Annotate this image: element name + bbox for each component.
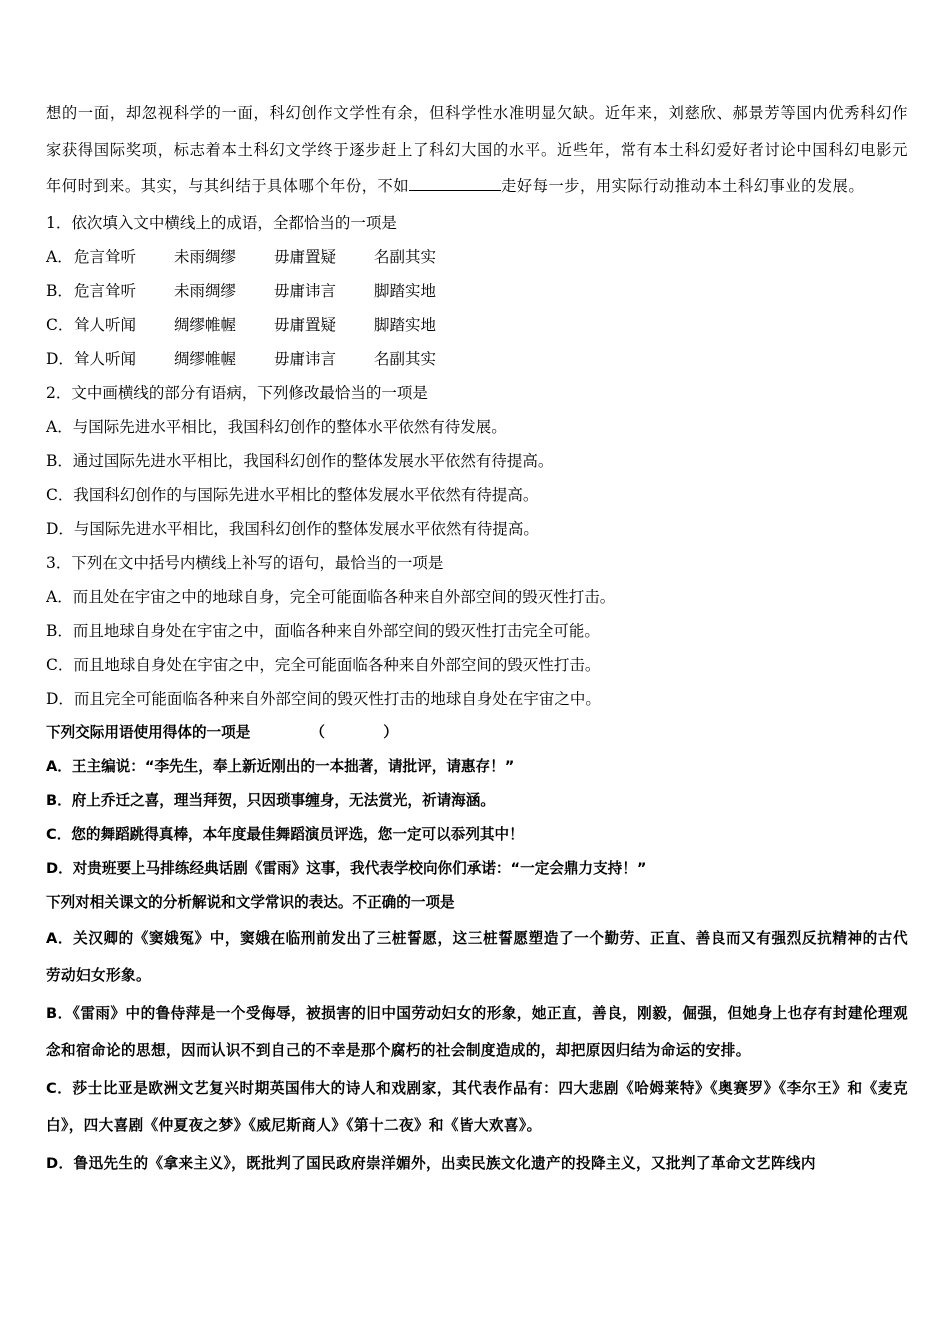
- q4-stem-text: 下列交际用语使用得体的一项是: [46, 723, 251, 741]
- q4-option-b: B．府上乔迁之喜，理当拜贺，只因琐事缠身，无法赏光，祈请海涵。: [46, 791, 495, 809]
- q3-option-a: A．而且处在宇宙之中的地球自身，完全可能面临各种来自外部空间的毁灭性打击。: [46, 587, 616, 606]
- document-page: [46, 95, 908, 1182]
- q4-option-c: C．您的舞蹈跳得真棒，本年度最佳舞蹈演员评选，您一定可以忝列其中！: [46, 825, 524, 843]
- q1-option-c: C．耸人听闻 绸缪帷幄 毋庸置疑 脚踏实地: [46, 315, 437, 334]
- q1-options: [46, 240, 908, 376]
- q4-answer-paren: （ ）: [310, 723, 398, 741]
- q3-stem: 3．下列在文中括号内横线上补写的语句，最恰当的一项是: [46, 553, 444, 572]
- q5-option-d: D．鲁迅先生的《拿来主义》，既批判了国民政府崇洋媚外，出卖民族文化遗产的投降主义，又批判了革命文艺阵线内: [46, 1154, 816, 1172]
- q1-option-b: B．危言耸听 未雨绸缪 毋庸讳言 脚踏实地: [46, 281, 437, 300]
- q3-option-c: C．而且地球自身处在宇宙之中，完全可能面临各种来自外部空间的毁灭性打击。: [46, 655, 601, 674]
- q1-stem: 1．依次填入文中横线上的成语，全都恰当的一项是: [46, 213, 397, 232]
- fill-in-blank: [409, 176, 501, 191]
- q1-option-a: A．危言耸听 未雨绸缪 毋庸置疑 名副其实: [46, 247, 437, 266]
- q5-stem: 下列对相关课文的分析解说和文学常识的表达。不正确的一项是: [46, 893, 455, 911]
- q3-option-d: D．而且完全可能面临各种来自外部空间的毁灭性打击的地球自身处在宇宙之中。: [46, 689, 601, 708]
- q5-option-a: A．关汉卿的《窦娥冤》中，窦娥在临刑前发出了三桩誓愿，这三桩誓愿塑造了一个勤劳、正直、善良而又有强烈反抗精神的古代劳动妇女形象。: [46, 929, 908, 984]
- q1-option-d: D．耸人听闻 绸缪帷幄 毋庸讳言 名副其实: [46, 349, 437, 368]
- q3-option-b: B．而且地球自身处在宇宙之中，面临各种来自外部空间的毁灭性打击完全可能。: [46, 621, 600, 640]
- passage-text-after-blank: 走好每一步，用实际行动推动本土科幻事业的发展。: [501, 177, 865, 195]
- q4-option-d: D．对贵班要上马排练经典话剧《雷雨》这事，我代表学校向你们承诺：“一定会鼎力支持！”: [46, 859, 647, 877]
- q2-option-b: B．通过国际先进水平相比，我国科幻创作的整体发展水平依然有待提高。: [46, 451, 554, 470]
- q2-option-a: A．与国际先进水平相比，我国科幻创作的整体水平依然有待发展。: [46, 417, 507, 436]
- q4-stem: [46, 716, 908, 750]
- q2-stem: 2．文中画横线的部分有语病，下列修改最恰当的一项是: [46, 383, 428, 402]
- q4-option-a: A．王主编说：“李先生，奉上新近刚出的一本拙著，请批评，请惠存！”: [46, 757, 515, 775]
- q2-option-d: D．与国际先进水平相比，我国科幻创作的整体发展水平依然有待提高。: [46, 519, 539, 538]
- q5-option-c: C．莎士比亚是欧洲文艺复兴时期英国伟大的诗人和戏剧家，其代表作品有：四大悲剧《哈姆莱特》《奥赛罗》《李尔王》和《麦克白》，四大喜剧《仲夏夜之梦》《威尼斯商人》《第十二夜》和《皆大欢喜》。: [46, 1079, 908, 1134]
- q5-option-b: B．《雷雨》中的鲁侍萍是一个受侮辱，被损害的旧中国劳动妇女的形象，她正直，善良，刚毅，倔强，但她身上也存有封建伦理观念和宿命论的思想，因而认识不到自己的不幸是那个腐朽的社会制度造成的，却把原因归结为命运的安排。: [46, 1004, 908, 1059]
- passage-paragraph: [46, 95, 908, 205]
- passage-text-before-blank: 想的一面，却忽视科学的一面，科幻创作文学性有余，但科学性水准明显欠缺。近年来，刘慈欣、郝景芳等国内优秀科幻作家获得国际奖项，标志着本土科幻文学终于逐步赶上了科幻大国的水平。近些年，常有本土科幻爱好者讨论中国科幻电影元年何时到来。其实，与其纠结于具体哪个年份，不如: [46, 104, 908, 195]
- q2-option-c: C．我国科幻创作的与国际先进水平相比的整体发展水平依然有待提高。: [46, 485, 539, 504]
